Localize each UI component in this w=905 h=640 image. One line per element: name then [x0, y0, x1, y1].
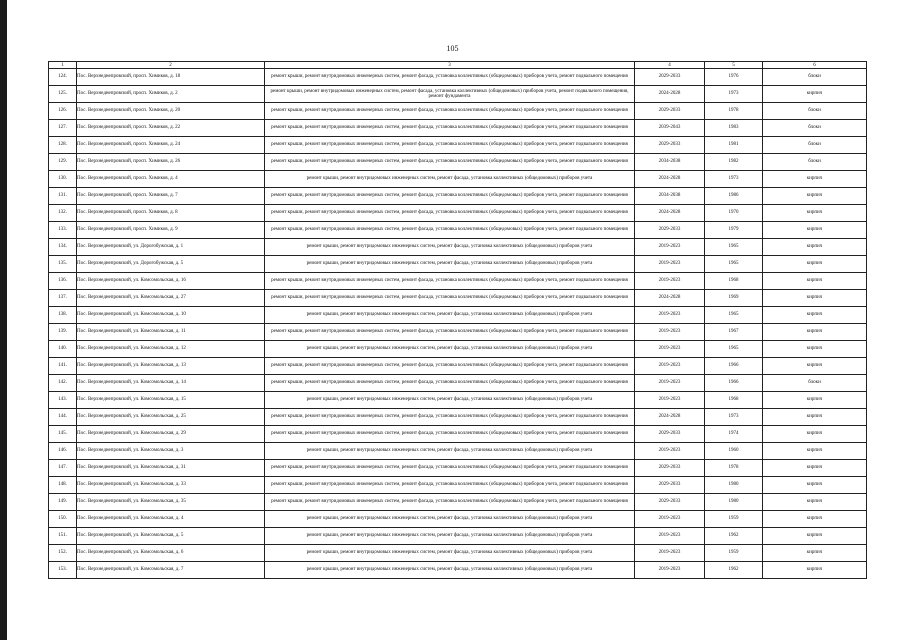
material-cell: блоки	[763, 137, 867, 154]
table-row	[49, 443, 867, 460]
row-number: 141.	[49, 358, 77, 375]
row-number: 151.	[49, 528, 77, 545]
row-number: 131.	[49, 188, 77, 205]
material-cell: кирпич	[763, 86, 867, 103]
address-cell: Пос. Верхнеднепровский, ул. Комсомольская, д. 6	[77, 545, 265, 562]
works-cell: ремонт крыши, ремонт внутридомовых инженерных систем, ремонт фасада, установка коллективных (общедомовых) приборов учета	[265, 341, 635, 358]
row-number: 145.	[49, 426, 77, 443]
table-row	[49, 137, 867, 154]
row-number: 149.	[49, 494, 77, 511]
year-cell: 1965	[705, 256, 763, 273]
row-number: 138.	[49, 307, 77, 324]
table-row	[49, 409, 867, 426]
year-cell: 1973	[705, 409, 763, 426]
material-cell: кирпич	[763, 171, 867, 188]
year-cell: 1970	[705, 205, 763, 222]
works-cell: ремонт крыши, ремонт внутридомовых инженерных систем, ремонт фасада, установка коллективных (общедомовых) приборов учета	[265, 307, 635, 324]
row-number: 148.	[49, 477, 77, 494]
period-cell: 2034-2038	[635, 188, 705, 205]
period-cell: 2024-2028	[635, 171, 705, 188]
year-cell: 1968	[705, 392, 763, 409]
works-cell: ремонт крыши, ремонт внутридомовых инженерных систем, ремонт фасада, установка коллективных (общедомовых) приборов учета, ремонт подвального помещения	[265, 120, 635, 137]
material-cell: блоки	[763, 154, 867, 171]
works-cell: ремонт крыши, ремонт внутридомовых инженерных систем, ремонт фасада, установка коллективных (общедомовых) приборов учета	[265, 528, 635, 545]
address-cell: Пос. Верхнеднепровский, ул. Комсомольская, д. 12	[77, 341, 265, 358]
works-cell: ремонт крыши, ремонт внутридомовых инженерных систем, ремонт фасада, установка коллективных (общедомовых) приборов учета	[265, 511, 635, 528]
address-cell: Пос. Верхнеднепровский, ул. Комсомольская, д. 14	[77, 375, 265, 392]
row-number: 153.	[49, 562, 77, 579]
row-number: 150.	[49, 511, 77, 528]
year-cell: 1960	[705, 443, 763, 460]
works-cell: ремонт крыши, ремонт внутридомовых инженерных систем, ремонт фасада, установка коллективных (общедомовых) приборов учета	[265, 562, 635, 579]
scan-edge	[0, 0, 7, 640]
row-number: 137.	[49, 290, 77, 307]
address-cell: Пос. Верхнеднепровский, просп. Химиков, д. 22	[77, 120, 265, 137]
table-row	[49, 273, 867, 290]
address-cell: Пос. Верхнеднепровский, ул. Комсомольская, д. 31	[77, 460, 265, 477]
table-row	[49, 358, 867, 375]
table-row	[49, 103, 867, 120]
address-cell: Пос. Верхнеднепровский, просп. Химиков, д. 2	[77, 86, 265, 103]
table-row	[49, 256, 867, 273]
year-cell: 1978	[705, 103, 763, 120]
year-cell: 1981	[705, 137, 763, 154]
table-row	[49, 69, 867, 86]
works-cell: ремонт крыши, ремонт внутридомовых инженерных систем, ремонт фасада, установка коллективных (общедомовых) приборов учета	[265, 239, 635, 256]
row-number: 133.	[49, 222, 77, 239]
address-cell: Пос. Верхнеднепровский, ул. Комсомольская, д. 29	[77, 426, 265, 443]
table-row	[49, 307, 867, 324]
col-header-4: 4	[635, 62, 705, 69]
row-number: 144.	[49, 409, 77, 426]
period-cell: 2029-2033	[635, 69, 705, 86]
address-cell: Пос. Верхнеднепровский, просп. Химиков, д. 24	[77, 137, 265, 154]
period-cell: 2019-2023	[635, 443, 705, 460]
year-cell: 1966	[705, 375, 763, 392]
period-cell: 2039-2043	[635, 120, 705, 137]
works-cell: ремонт крыши, ремонт внутридомовых инженерных систем, ремонт фасада, установка коллективных (общедомовых) приборов учета, ремонт подвального помещения	[265, 273, 635, 290]
address-cell: Пос. Верхнеднепровский, ул. Комсомольская, д. 13	[77, 358, 265, 375]
period-cell: 2019-2023	[635, 545, 705, 562]
table-row	[49, 460, 867, 477]
address-cell: Пос. Верхнеднепровский, просп. Химиков, д. 18	[77, 69, 265, 86]
row-number: 127.	[49, 120, 77, 137]
period-cell: 2024-2028	[635, 205, 705, 222]
year-cell: 1967	[705, 324, 763, 341]
works-cell: ремонт крыши, ремонт внутридомовых инженерных систем, ремонт фасада, установка коллективных (общедомовых) приборов учета, ремонт подвального помещения	[265, 137, 635, 154]
table-row	[49, 205, 867, 222]
material-cell: кирпич	[763, 205, 867, 222]
address-cell: Пос. Верхнеднепровский, просп. Химиков, д. 26	[77, 154, 265, 171]
works-cell: ремонт крыши, ремонт внутридомовых инженерных систем, ремонт фасада, установка коллективных (общедомовых) приборов учета, ремонт подвального помещения	[265, 205, 635, 222]
row-number: 140.	[49, 341, 77, 358]
period-cell: 2019-2023	[635, 273, 705, 290]
period-cell: 2019-2023	[635, 528, 705, 545]
works-cell: ремонт крыши, ремонт внутридомовых инженерных систем, ремонт фасада, установка коллективных (общедомовых) приборов учета, ремонт подвального помещения	[265, 358, 635, 375]
table-row	[49, 477, 867, 494]
year-cell: 1980	[705, 494, 763, 511]
table-row	[49, 120, 867, 137]
table-row	[49, 511, 867, 528]
address-cell: Пос. Верхнеднепровский, просп. Химиков, д. 7	[77, 188, 265, 205]
page-number: 105	[446, 44, 459, 53]
period-cell: 2029-2033	[635, 494, 705, 511]
address-cell: Пос. Верхнеднепровский, просп. Химиков, д. 4	[77, 171, 265, 188]
address-cell: Пос. Верхнеднепровский, просп. Химиков, д. 20	[77, 103, 265, 120]
year-cell: 1959	[705, 545, 763, 562]
period-cell: 2029-2033	[635, 222, 705, 239]
works-cell: ремонт крыши, ремонт внутридомовых инженерных систем, ремонт фасада, установка коллективных (общедомовых) приборов учета	[265, 171, 635, 188]
address-cell: Пос. Верхнеднепровский, ул. Комсомольская, д. 35	[77, 494, 265, 511]
material-cell: кирпич	[763, 324, 867, 341]
material-cell: кирпич	[763, 341, 867, 358]
year-cell: 1962	[705, 528, 763, 545]
year-cell: 1980	[705, 477, 763, 494]
year-cell: 1976	[705, 69, 763, 86]
row-number: 125.	[49, 86, 77, 103]
period-cell: 2019-2023	[635, 358, 705, 375]
year-cell: 1973	[705, 86, 763, 103]
year-cell: 1979	[705, 222, 763, 239]
works-cell: ремонт крыши, ремонт внутридомовых инженерных систем, ремонт фасада, установка коллективных (общедомовых) приборов учета, ремонт подвального помещения	[265, 375, 635, 392]
table-row	[49, 426, 867, 443]
year-cell: 1959	[705, 511, 763, 528]
row-number: 139.	[49, 324, 77, 341]
material-cell: кирпич	[763, 477, 867, 494]
table-row	[49, 324, 867, 341]
works-cell: ремонт крыши, ремонт внутридомовых инженерных систем, ремонт фасада, установка коллективных (общедомовых) приборов учета, ремонт подвального помещения	[265, 188, 635, 205]
repair-table	[48, 61, 867, 579]
year-cell: 1962	[705, 562, 763, 579]
works-cell: ремонт крыши, ремонт внутридомовых инженерных систем, ремонт фасада, установка коллективных (общедомовых) приборов учета, ремонт подвального помещения	[265, 477, 635, 494]
table-row	[49, 239, 867, 256]
year-cell: 1968	[705, 273, 763, 290]
table-row	[49, 290, 867, 307]
works-cell: ремонт крыши, ремонт внутридомовых инженерных систем, ремонт фасада, установка коллективных (общедомовых) приборов учета, ремонт подвального помещения	[265, 154, 635, 171]
period-cell: 2029-2033	[635, 426, 705, 443]
table-row	[49, 545, 867, 562]
col-header-5: 5	[705, 62, 763, 69]
material-cell: кирпич	[763, 256, 867, 273]
works-cell: ремонт крыши, ремонт внутридомовых инженерных систем, ремонт фасада, установка коллективных (общедомовых) приборов учета, ремонт подвального помещения	[265, 222, 635, 239]
row-number: 152.	[49, 545, 77, 562]
period-cell: 2024-2028	[635, 86, 705, 103]
period-cell: 2019-2023	[635, 239, 705, 256]
works-cell: ремонт крыши, ремонт внутридомовых инженерных систем, ремонт фасада, установка коллективных (общедомовых) приборов учета, ремонт подвального помещения	[265, 460, 635, 477]
table-row	[49, 341, 867, 358]
year-cell: 1965	[705, 341, 763, 358]
works-cell: ремонт крыши, ремонт внутридомовых инженерных систем, ремонт фасада, установка коллективных (общедомовых) приборов учета, ремонт подвального помещения	[265, 290, 635, 307]
row-number: 126.	[49, 103, 77, 120]
year-cell: 1986	[705, 188, 763, 205]
col-header-6: 6	[763, 62, 867, 69]
table-body	[49, 69, 867, 579]
works-cell: ремонт крыши, ремонт внутридомовых инженерных систем, ремонт фасада, установка коллективных (общедомовых) приборов учета	[265, 545, 635, 562]
table-row	[49, 171, 867, 188]
works-cell: ремонт крыши, ремонт внутридомовых инженерных систем, ремонт фасада, установка коллективных (общедомовых) приборов учета, ремонт подвального помещения	[265, 69, 635, 86]
row-number: 142.	[49, 375, 77, 392]
table-row	[49, 375, 867, 392]
table-row	[49, 222, 867, 239]
address-cell: Пос. Верхнеднепровский, ул. Комсомольская, д. 10	[77, 307, 265, 324]
table-row	[49, 154, 867, 171]
address-cell: Пос. Верхнеднепровский, ул. Комсомольская, д. 4	[77, 511, 265, 528]
table-row	[49, 494, 867, 511]
material-cell: кирпич	[763, 460, 867, 477]
year-cell: 1983	[705, 120, 763, 137]
header-row	[49, 62, 867, 69]
material-cell: блоки	[763, 103, 867, 120]
col-header-2: 2	[77, 62, 265, 69]
row-number: 143.	[49, 392, 77, 409]
address-cell: Пос. Верхнеднепровский, ул. Комсомольская, д. 11	[77, 324, 265, 341]
material-cell: кирпич	[763, 562, 867, 579]
address-cell: Пос. Верхнеднепровский, ул. Комсомольская, д. 27	[77, 290, 265, 307]
year-cell: 1966	[705, 358, 763, 375]
works-cell: ремонт крыши, ремонт внутридомовых инженерных систем, ремонт фасада, установка коллективных (общедомовых) приборов учета	[265, 392, 635, 409]
material-cell: кирпич	[763, 511, 867, 528]
address-cell: Пос. Верхнеднепровский, ул. Комсомольская, д. 25	[77, 409, 265, 426]
works-cell: ремонт крыши, ремонт внутридомовых инженерных систем, ремонт фасада, установка коллективных (общедомовых) приборов учета, ремонт подвального помещения	[265, 324, 635, 341]
col-header-1: 1	[49, 62, 77, 69]
period-cell: 2029-2033	[635, 477, 705, 494]
works-cell: ремонт крыши, ремонт внутридомовых инженерных систем, ремонт фасада, установка коллективных (общедомовых) приборов учета, ремонт подвального помещения	[265, 494, 635, 511]
works-cell: ремонт крыши, ремонт внутридомовых инженерных систем, ремонт фасада, установка коллективных (общедомовых) приборов учета	[265, 256, 635, 273]
address-cell: Пос. Верхнеднепровский, просп. Химиков, д. 8	[77, 205, 265, 222]
material-cell: кирпич	[763, 273, 867, 290]
works-cell: ремонт крыши, ремонт внутридомовых инженерных систем, ремонт фасада, установка коллективных (общедомовых) приборов учета, ремонт подвального помещения, ремонт фундамента	[265, 86, 635, 103]
address-cell: Пос. Верхнеднепровский, ул. Комсомольская, д. 33	[77, 477, 265, 494]
material-cell: кирпич	[763, 307, 867, 324]
row-number: 124.	[49, 69, 77, 86]
period-cell: 2029-2033	[635, 460, 705, 477]
period-cell: 2029-2033	[635, 137, 705, 154]
period-cell: 2034-2038	[635, 154, 705, 171]
row-number: 134.	[49, 239, 77, 256]
address-cell: Пос. Верхнеднепровский, ул. Дорогобужская, д. 5	[77, 256, 265, 273]
year-cell: 1965	[705, 239, 763, 256]
col-header-3: 3	[265, 62, 635, 69]
row-number: 128.	[49, 137, 77, 154]
row-number: 147.	[49, 460, 77, 477]
table-row	[49, 86, 867, 103]
period-cell: 2024-2028	[635, 290, 705, 307]
table-row	[49, 188, 867, 205]
period-cell: 2019-2023	[635, 375, 705, 392]
table-row	[49, 528, 867, 545]
material-cell: кирпич	[763, 239, 867, 256]
row-number: 132.	[49, 205, 77, 222]
material-cell: кирпич	[763, 392, 867, 409]
address-cell: Пос. Верхнеднепровский, ул. Комсомольская, д. 16	[77, 273, 265, 290]
material-cell: блоки	[763, 69, 867, 86]
works-cell: ремонт крыши, ремонт внутридомовых инженерных систем, ремонт фасада, установка коллективных (общедомовых) приборов учета, ремонт подвального помещения	[265, 103, 635, 120]
material-cell: кирпич	[763, 409, 867, 426]
year-cell: 1982	[705, 154, 763, 171]
row-number: 136.	[49, 273, 77, 290]
works-cell: ремонт крыши, ремонт внутридомовых инженерных систем, ремонт фасада, установка коллективных (общедомовых) приборов учета	[265, 443, 635, 460]
material-cell: кирпич	[763, 426, 867, 443]
row-number: 146.	[49, 443, 77, 460]
material-cell: кирпич	[763, 222, 867, 239]
row-number: 129.	[49, 154, 77, 171]
material-cell: блоки	[763, 120, 867, 137]
table-row	[49, 562, 867, 579]
row-number: 130.	[49, 171, 77, 188]
works-cell: ремонт крыши, ремонт внутридомовых инженерных систем, ремонт фасада, установка коллективных (общедомовых) приборов учета, ремонт подвального помещения	[265, 409, 635, 426]
period-cell: 2019-2023	[635, 341, 705, 358]
material-cell: кирпич	[763, 290, 867, 307]
period-cell: 2019-2023	[635, 307, 705, 324]
material-cell: кирпич	[763, 545, 867, 562]
year-cell: 1969	[705, 290, 763, 307]
address-cell: Пос. Верхнеднепровский, ул. Комсомольская, д. 3	[77, 443, 265, 460]
period-cell: 2019-2023	[635, 511, 705, 528]
period-cell: 2019-2023	[635, 392, 705, 409]
address-cell: Пос. Верхнеднепровский, ул. Комсомольская, д. 5	[77, 528, 265, 545]
material-cell: кирпич	[763, 494, 867, 511]
works-cell: ремонт крыши, ремонт внутридомовых инженерных систем, ремонт фасада, установка коллективных (общедомовых) приборов учета, ремонт подвального помещения	[265, 426, 635, 443]
period-cell: 2024-2028	[635, 409, 705, 426]
period-cell: 2019-2023	[635, 256, 705, 273]
material-cell: кирпич	[763, 358, 867, 375]
period-cell: 2019-2023	[635, 562, 705, 579]
address-cell: Пос. Верхнеднепровский, просп. Химиков, д. 9	[77, 222, 265, 239]
row-number: 135.	[49, 256, 77, 273]
material-cell: блоки	[763, 375, 867, 392]
address-cell: Пос. Верхнеднепровский, ул. Дорогобужская, д. 1	[77, 239, 265, 256]
year-cell: 1973	[705, 171, 763, 188]
year-cell: 1974	[705, 426, 763, 443]
material-cell: кирпич	[763, 188, 867, 205]
period-cell: 2029-2033	[635, 103, 705, 120]
address-cell: Пос. Верхнеднепровский, ул. Комсомольская, д. 15	[77, 392, 265, 409]
year-cell: 1978	[705, 460, 763, 477]
material-cell: кирпич	[763, 528, 867, 545]
material-cell: кирпич	[763, 443, 867, 460]
table-row	[49, 392, 867, 409]
address-cell: Пос. Верхнеднепровский, ул. Комсомольская, д. 7	[77, 562, 265, 579]
year-cell: 1965	[705, 307, 763, 324]
period-cell: 2019-2023	[635, 324, 705, 341]
table-header	[49, 62, 867, 69]
